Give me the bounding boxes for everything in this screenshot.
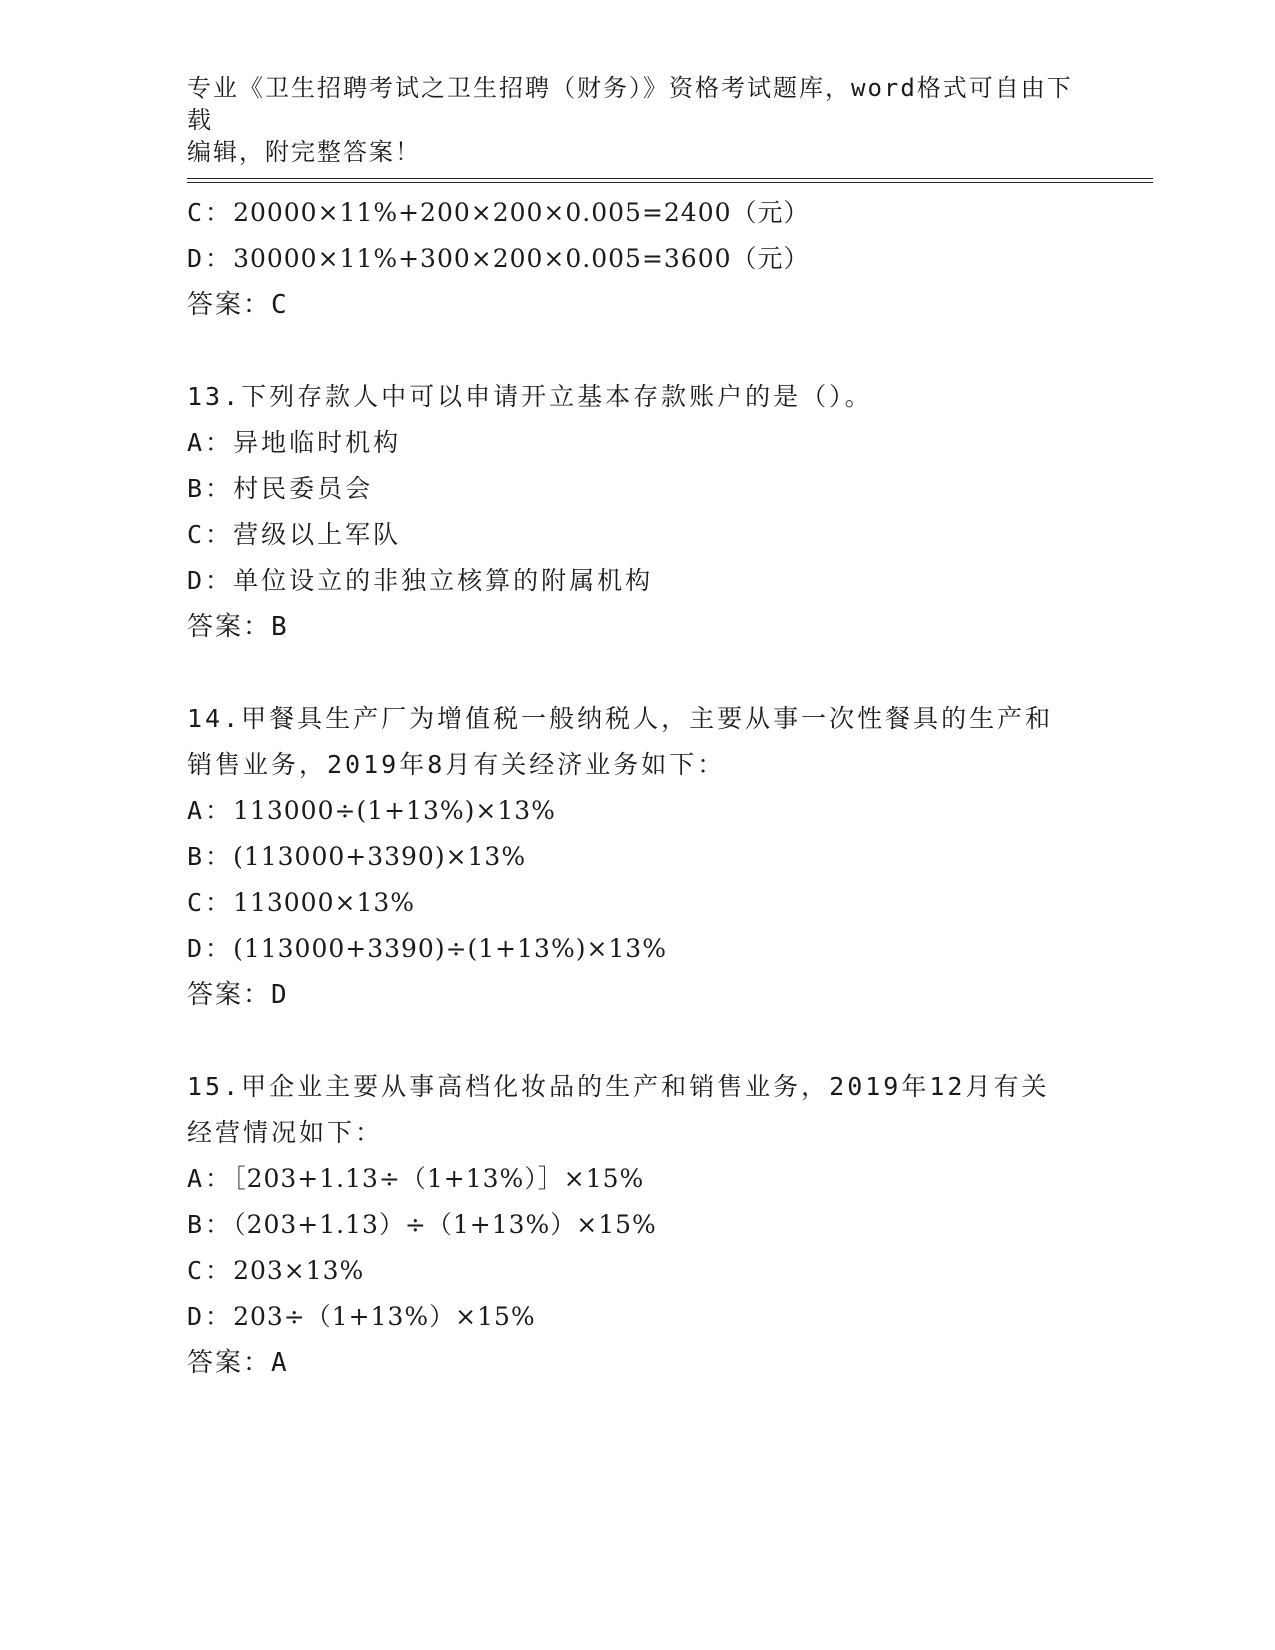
option-b — [187, 1202, 1087, 1248]
option-a — [187, 788, 1087, 834]
header-divider-bottom — [187, 182, 1153, 183]
answer-label: 答案： — [187, 612, 272, 642]
question-stem-line-1: 15.甲企业主要从事高档化妆品的生产和销售业务，2019年12月有关 — [187, 1072, 1050, 1101]
option-text: 单位设立的非独立核算的附属机构 — [233, 566, 654, 595]
question-stem-line-2: 销售业务，2019年8月有关经济业务如下： — [187, 750, 726, 779]
option-text: 村民委员会 — [233, 474, 374, 503]
option-b — [187, 834, 1087, 880]
question-15 — [187, 1064, 1087, 1386]
option-prefix: B： — [187, 1210, 234, 1239]
answer-label: 答案： — [187, 290, 272, 320]
option-text: 30000×11%+300×200×0.005=3600（元） — [233, 244, 810, 273]
option-prefix: A： — [187, 428, 234, 457]
option-a — [187, 1156, 1087, 1202]
option-c — [187, 512, 1087, 558]
answer-value: B — [271, 612, 289, 642]
option-text: 113000×13% — [233, 888, 416, 917]
option-prefix: C： — [187, 888, 234, 917]
question-list — [187, 190, 1087, 1386]
header-divider-top — [187, 178, 1153, 179]
option-text: 203÷（1+13%）×15% — [233, 1302, 536, 1331]
option-prefix: B： — [187, 842, 234, 871]
document-header — [187, 72, 1087, 168]
option-prefix: D： — [187, 244, 234, 273]
question-12-tail — [187, 190, 1087, 328]
option-prefix: D： — [187, 1302, 234, 1331]
answer-line — [187, 972, 1087, 1018]
option-text: ［203+1.13÷（1+13%）］×15% — [233, 1164, 645, 1193]
option-a — [187, 420, 1087, 466]
option-c — [187, 1248, 1087, 1294]
spacer — [187, 650, 1087, 696]
option-text: 异地临时机构 — [233, 428, 402, 457]
answer-label: 答案： — [187, 1348, 272, 1378]
answer-line — [187, 282, 1087, 328]
option-prefix: D： — [187, 566, 234, 595]
option-c — [187, 880, 1087, 926]
question-stem-line-2: 经营情况如下： — [187, 1118, 384, 1147]
option-prefix: A： — [187, 1164, 234, 1193]
option-text: (113000+3390)×13% — [233, 842, 527, 871]
header-line-2: 编辑，附完整答案！ — [187, 138, 421, 166]
spacer — [187, 1018, 1087, 1064]
option-text: （203+1.13）÷（1+13%）×15% — [233, 1210, 657, 1239]
header-line-1: 专业《卫生招聘考试之卫生招聘（财务）》资格考试题库，word格式可自由下载 — [187, 74, 1073, 134]
option-text: 113000÷(1+13%)×13% — [233, 796, 556, 825]
question-13 — [187, 374, 1087, 650]
option-d — [187, 236, 1087, 282]
option-d — [187, 926, 1087, 972]
answer-line — [187, 604, 1087, 650]
answer-value: A — [271, 1348, 289, 1378]
answer-label: 答案： — [187, 980, 272, 1010]
answer-value: C — [271, 290, 289, 320]
option-prefix: A： — [187, 796, 234, 825]
option-text: (113000+3390)÷(1+13%)×13% — [233, 934, 667, 963]
option-prefix: C： — [187, 198, 234, 227]
option-prefix: B： — [187, 474, 234, 503]
option-text: 营级以上军队 — [233, 520, 402, 549]
option-d — [187, 1294, 1087, 1340]
question-stem-line-1: 14.甲餐具生产厂为增值税一般纳税人，主要从事一次性餐具的生产和 — [187, 704, 1054, 733]
option-prefix: D： — [187, 934, 234, 963]
option-text: 203×13% — [233, 1256, 365, 1285]
option-text: 20000×11%+200×200×0.005=2400（元） — [233, 198, 810, 227]
question-stem: 13.下列存款人中可以申请开立基本存款账户的是（）。 — [187, 382, 873, 411]
option-prefix: C： — [187, 1256, 234, 1285]
answer-line — [187, 1340, 1087, 1386]
option-prefix: C： — [187, 520, 234, 549]
answer-value: D — [271, 980, 289, 1010]
question-14 — [187, 696, 1087, 1018]
option-d — [187, 558, 1087, 604]
spacer — [187, 328, 1087, 374]
option-b — [187, 466, 1087, 512]
option-c — [187, 190, 1087, 236]
